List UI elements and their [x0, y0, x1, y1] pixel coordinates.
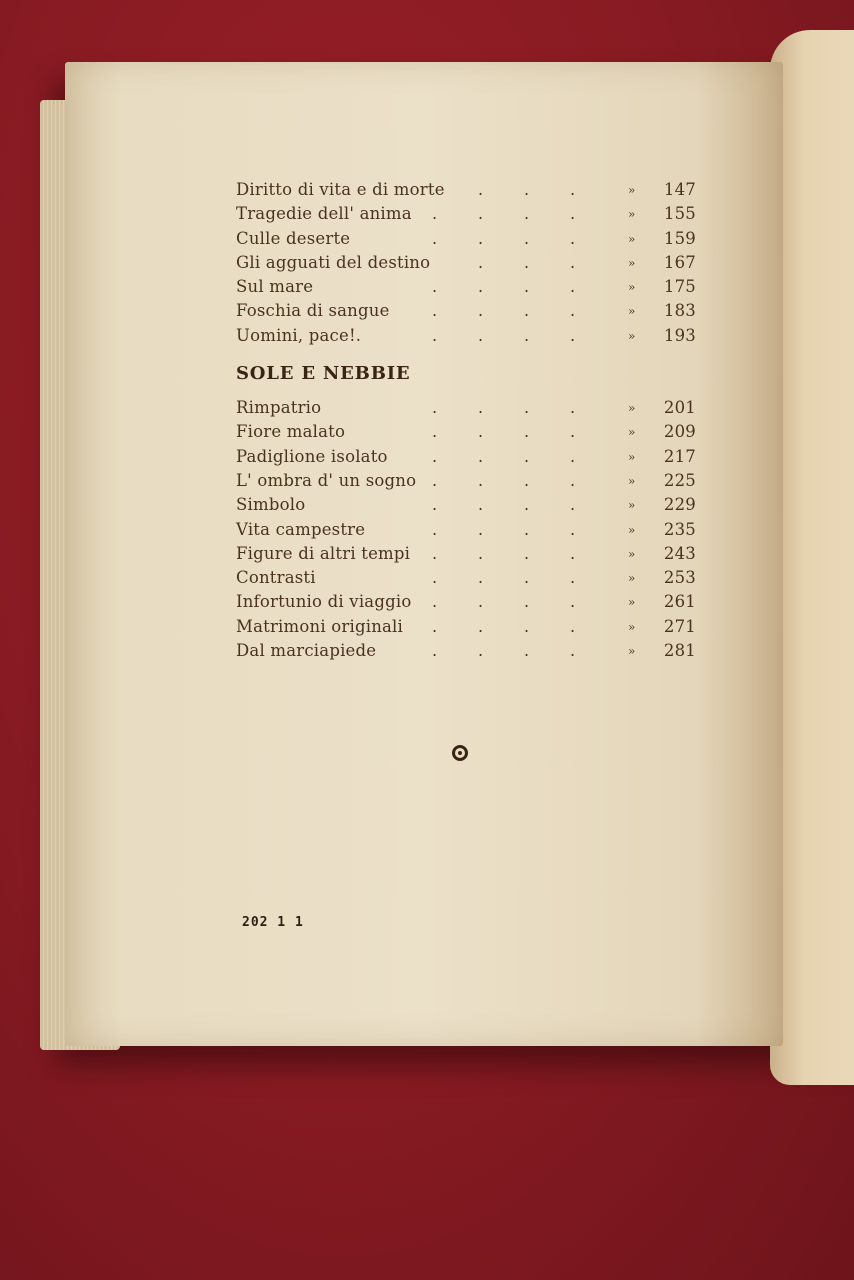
leader-dots: . . . .	[432, 301, 576, 321]
toc-entry-title: Culle deserte	[236, 228, 351, 248]
toc-entry-title: Infortunio di viaggio	[236, 592, 412, 612]
ditto-mark: »	[628, 546, 636, 561]
toc-entry-title: Padiglione isolato	[236, 446, 388, 466]
toc-entry-page: 209	[663, 422, 696, 442]
leader-dots: . . . .	[432, 422, 576, 442]
ditto-mark: »	[628, 207, 636, 222]
toc-entry-page: 167	[663, 252, 696, 272]
toc-entry	[236, 518, 696, 542]
ditto-mark: »	[628, 425, 636, 440]
leader-dots: . . . .	[432, 446, 576, 466]
toc-entry	[236, 566, 696, 590]
toc-entry	[236, 639, 696, 663]
toc-entry-page: 193	[663, 325, 696, 345]
ditto-mark: »	[628, 328, 636, 343]
ditto-mark: »	[628, 304, 636, 319]
ditto-mark: »	[628, 473, 636, 488]
toc-entry-title: Vita campestre	[236, 519, 366, 539]
leader-dots: . . . .	[432, 398, 576, 418]
toc-group-top	[236, 178, 696, 348]
toc-entry	[236, 299, 696, 323]
toc-entry-page: 229	[663, 495, 696, 515]
toc-entry-page: 217	[663, 446, 696, 466]
toc-entry-title: Gli agguati del destino	[236, 252, 431, 272]
leader-dots: . . . .	[432, 277, 576, 297]
toc-entry-page: 235	[663, 519, 696, 539]
toc-entry	[236, 178, 696, 202]
toc-entry-title: L' ombra d' un sogno	[236, 470, 417, 490]
toc-entry-page: 243	[663, 543, 696, 563]
leader-dots: . . . .	[432, 641, 576, 661]
toc-entry-page: 147	[663, 180, 696, 199]
toc-entry-title: Uomini, pace!.	[236, 325, 362, 345]
ornament-icon	[452, 745, 468, 761]
ditto-mark: »	[628, 231, 636, 246]
toc-entry	[236, 202, 696, 226]
toc-entry	[236, 324, 696, 348]
toc-entry	[236, 445, 696, 469]
toc-entry	[236, 396, 696, 420]
leader-dots: . . . .	[432, 325, 576, 345]
toc-entry	[236, 469, 696, 493]
toc-entry	[236, 275, 696, 299]
toc-entry-page: 183	[663, 301, 696, 321]
toc-entry-title: Diritto di vita e di morte	[236, 180, 445, 199]
toc-entry	[236, 420, 696, 444]
toc-entry-title: Contrasti	[236, 568, 316, 588]
toc-entry-title: Dal marciapiede	[236, 641, 377, 661]
toc-entry-page: 175	[663, 277, 696, 297]
leader-dots: . . . .	[432, 204, 576, 224]
toc-entry-title: Sul mare	[236, 277, 314, 297]
ditto-mark: »	[628, 619, 636, 634]
leader-dots: . . . .	[432, 470, 576, 490]
leader-dots: . . . .	[432, 495, 576, 515]
toc-entry-title: Tragedie dell' anima	[236, 204, 412, 224]
leader-dots: . . .	[478, 180, 576, 199]
printer-signature-mark: 202 1 1	[242, 915, 304, 930]
toc-entry	[236, 542, 696, 566]
leader-dots: . . . .	[432, 568, 576, 588]
ditto-mark: »	[628, 644, 636, 659]
toc-entry-title: Matrimoni originali	[236, 616, 404, 636]
toc-entry-page: 225	[663, 470, 696, 490]
leader-dots: . . . .	[432, 592, 576, 612]
toc-group-section	[236, 396, 696, 663]
toc-entry-title: Fiore malato	[236, 422, 346, 442]
leader-dots: . . .	[478, 252, 576, 272]
section-heading: SOLE E NEBBIE	[236, 363, 411, 385]
toc-entry-page: 155	[663, 204, 696, 224]
toc-entry-title: Foschia di sangue	[236, 301, 390, 321]
leader-dots: . . . .	[432, 616, 576, 636]
toc-entry-page: 281	[663, 641, 696, 661]
toc-entry-page: 201	[663, 398, 696, 418]
ditto-mark: »	[628, 280, 636, 295]
toc-entry-page: 253	[663, 568, 696, 588]
toc-entry	[236, 615, 696, 639]
table-of-contents	[236, 178, 696, 663]
toc-entry	[236, 590, 696, 614]
toc-entry	[236, 251, 696, 275]
ditto-mark: »	[628, 522, 636, 537]
leader-dots: . . . .	[432, 228, 576, 248]
ditto-mark: »	[628, 595, 636, 610]
leader-dots: . . . .	[432, 519, 576, 539]
toc-entry	[236, 493, 696, 517]
ditto-mark: »	[628, 255, 636, 270]
leader-dots: . . . .	[432, 543, 576, 563]
toc-entry-page: 159	[663, 228, 696, 248]
toc-entry-page: 271	[663, 616, 696, 636]
toc-entry-title: Simbolo	[236, 495, 306, 515]
ditto-mark: »	[628, 571, 636, 586]
ditto-mark: »	[628, 401, 636, 416]
toc-entry-title: Rimpatrio	[236, 398, 322, 418]
ditto-mark: »	[628, 183, 636, 197]
toc-entry	[236, 227, 696, 251]
toc-entry-title: Figure di altri tempi	[236, 543, 411, 563]
toc-entry-page: 261	[663, 592, 696, 612]
ditto-mark: »	[628, 498, 636, 513]
ditto-mark: »	[628, 449, 636, 464]
